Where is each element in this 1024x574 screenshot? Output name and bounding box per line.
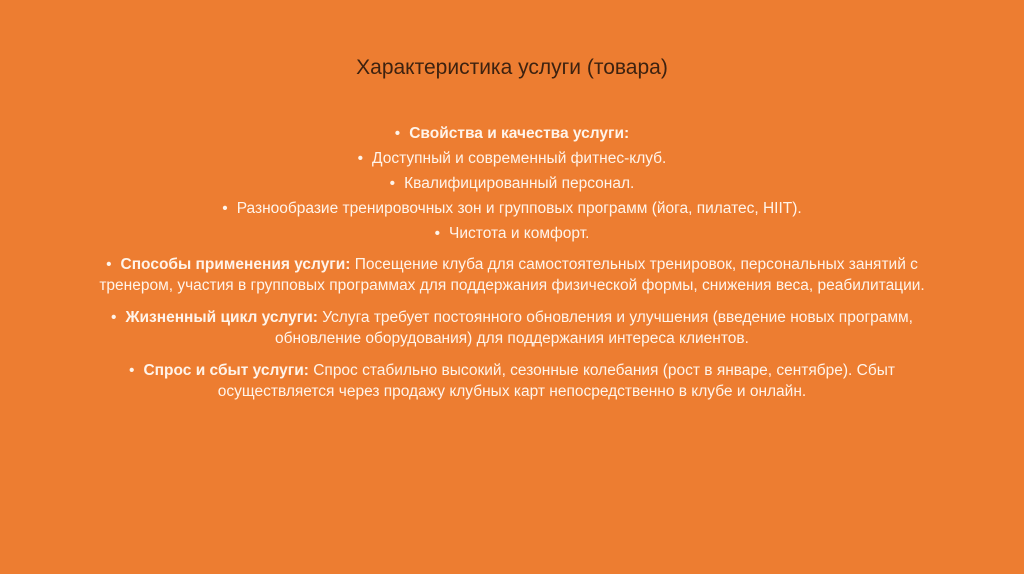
section-label: Жизненный цикл услуги: (125, 309, 318, 326)
section-label: Спрос и сбыт услуги: (143, 362, 309, 379)
properties-item (80, 223, 944, 244)
properties-item-text: Квалифицированный персонал. (404, 175, 635, 192)
properties-item (80, 173, 944, 194)
section-label: Способы применения услуги: (120, 256, 351, 273)
properties-heading (80, 123, 944, 144)
properties-item-text: Разнообразие тренировочных зон и групповых программ (йога, пилатес, HIIT). (236, 200, 802, 217)
section-usage (80, 254, 944, 296)
properties-item (80, 198, 944, 219)
slide-content (80, 123, 944, 413)
section-demand (80, 360, 944, 402)
properties-item (80, 148, 944, 169)
properties-heading-label: Свойства и качества услуги: (409, 125, 630, 142)
bullet-icon: • (389, 175, 396, 192)
bullet-icon: • (111, 309, 117, 326)
properties-item-text: Доступный и современный фитнес-клуб. (372, 150, 667, 167)
section-text: Спрос стабильно высокий, сезонные колебания (рост в январе, сентябре). Сбыт осуществляется через продажу клубных карт непосредственно в клубе и онлайн. (217, 362, 895, 400)
bullet-icon: • (129, 362, 135, 379)
slide-title: Характеристика услуги (товара) (356, 56, 668, 79)
section-text: Услуга требует постоянного обновления и улучшения (введение новых программ, обновление оборудования) для поддержания интереса клиентов. (275, 309, 913, 347)
bullet-icon: • (394, 125, 401, 142)
section-lifecycle (80, 307, 944, 349)
properties-item-text: Чистота и комфорт. (449, 225, 590, 242)
bullet-icon: • (222, 200, 228, 217)
bullet-icon: • (357, 150, 364, 167)
bullet-icon: • (106, 256, 112, 273)
section-text: Посещение клуба для самостоятельных тренировок, персональных занятий с тренером, участия в групповых программах для поддержания физической формы, снижения веса, реабилитации. (99, 256, 925, 294)
bullet-icon: • (434, 225, 441, 242)
